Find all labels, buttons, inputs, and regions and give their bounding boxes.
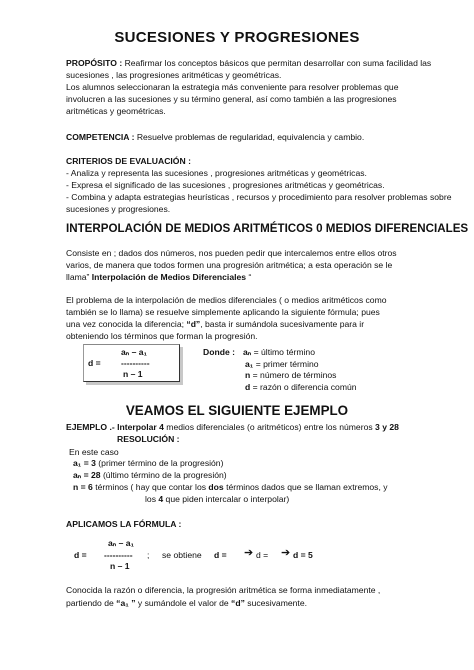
conclusion-text-e: sucesivamente. [244, 598, 307, 608]
conclusion-line-1: Conocida la razón o diferencia, la progresión aritmética se forma inmediatamente , [66, 585, 381, 595]
ejemplo-line [66, 421, 399, 433]
proposito-line-1 [66, 57, 431, 69]
p1-text-a: llama” [66, 272, 92, 282]
donde-row [245, 381, 357, 393]
donde-symbol: d [245, 382, 251, 392]
conclusion-d: “d” [231, 598, 245, 608]
proposito-text-1: Reafirmar los conceptos básicos que permitan desarrollar con suma facilidad las [122, 58, 432, 68]
formula-denominator: n – 1 [123, 369, 143, 379]
conclusion-a1: “a₁ ” [116, 598, 136, 608]
donde-symbol: aₙ [243, 347, 252, 357]
interpolacion-p1-line3 [66, 271, 251, 283]
competencia-text: Resuelve problemas de regularidad, equivalencia y cambio. [134, 132, 365, 142]
ejemplo-n-desc2-c: que piden intercalar o interpolar) [163, 494, 290, 504]
proposito-line-5: aritméticas y geométricas. [66, 106, 166, 116]
conclusion-text-c: y sumándole el valor de [135, 598, 232, 608]
aplicamos-fraction-bar: ---------- [104, 550, 133, 560]
aplicamos-numerator: aₙ – a₁ [108, 538, 135, 548]
conclusion-text-a: partiendo de [66, 598, 117, 608]
aplicamos-result: d = 5 [293, 550, 313, 560]
aplicamos-heading: APLICAMOS LA FÓRMULA : [66, 519, 182, 529]
aplicamos-lhs: d = [74, 550, 87, 560]
aplicamos-denominator: n – 1 [110, 561, 130, 571]
ejemplo-an: aₙ = 28 [73, 470, 101, 480]
donde-row [245, 369, 336, 381]
criterios-label: CRITERIOS DE EVALUACIÓN : [66, 156, 191, 166]
ejemplo-a1: a₁ = 3 [73, 458, 96, 468]
interpolacion-heading: INTERPOLACIÓN DE MEDIOS ARITMÉTICOS 0 MEDIOS DIFERENCIALES [66, 222, 469, 235]
proposito-label: PROPÓSITO : [66, 58, 123, 68]
interpolacion-p2-line1: El problema de la interpolación de medios diferenciales ( o medios aritméticos como [66, 295, 387, 305]
en-este-caso: En este caso [69, 447, 119, 457]
criterio-item: - Combina y adapta estrategias heurísticas , recursos y procedimiento para resolver problemas sobre [66, 192, 452, 202]
interpolacion-p2-line2: también se lo llama) se resuelve simplemente aplicando la siguiente fórmula; pues [66, 307, 380, 317]
ejemplo-n-desc-a: términos ( hay que contar los [92, 482, 209, 492]
p1-text-c: “ [246, 272, 252, 282]
interpolacion-p2-line3 [66, 318, 364, 330]
criterio-item: - Analiza y representa las sucesiones , progresiones aritméticas y geométricas. [66, 168, 367, 178]
interpolacion-p2-line4: obteniendo los términos que forman la progresión. [66, 331, 258, 341]
aplicamos-d1: d = [214, 550, 227, 560]
donde-desc: = último término [253, 347, 315, 357]
ejemplo-an-desc: (último término de la progresión) [100, 470, 227, 480]
ejemplo-heading: VEAMOS EL SIGUIENTE EJEMPLO [125, 403, 349, 418]
donde-desc: = número de términos [252, 370, 337, 380]
p2-bold-d: “d” [186, 319, 201, 329]
arrow-right-icon: ➔ [281, 547, 291, 559]
ejemplo-a1-line [73, 457, 223, 469]
formula-lhs: d = [88, 358, 101, 368]
conclusion-line-2 [66, 597, 307, 609]
p2-text-a: una vez conocida la diferencia; [66, 319, 187, 329]
proposito-line-3: Los alumnos seleccionaran la estrategia más conveniente para resolver problemas que [66, 82, 399, 92]
ejemplo-n-line-2 [145, 493, 289, 505]
formula-numerator: aₙ – a₁ [121, 347, 148, 357]
ejemplo-label: EJEMPLO .- [66, 422, 115, 432]
competencia-line [66, 131, 364, 143]
donde-desc: = primer término [255, 359, 319, 369]
ejemplo-n-desc2-a: los [145, 494, 159, 504]
ejemplo-bold: Interpolar 4 [117, 422, 164, 432]
ejemplo-a1-desc: (primer término de la progresión) [95, 458, 224, 468]
p2-text-c: , basta ir sumándola sucesivamente para ir [200, 319, 365, 329]
donde-label: Donde : [203, 347, 235, 357]
donde-symbol: a₁ [245, 359, 254, 369]
proposito-line-2: sucesiones , las progresiones aritméticas y geométricas. [66, 70, 282, 80]
ejemplo-n-desc-c: términos dados que se llaman extremos, y [223, 482, 388, 492]
interpolacion-p1-line1: Consiste en ; dados dos números, nos pueden pedir que intercalemos entre ellos otros [66, 248, 397, 258]
donde-desc: = razón o diferencia común [252, 382, 357, 392]
ejemplo-nums: 3 y 28 [375, 422, 399, 432]
donde-row [243, 346, 315, 358]
p1-bold-term: Interpolación de Medios Diferenciales [91, 272, 247, 282]
competencia-label: COMPETENCIA : [66, 132, 135, 142]
ejemplo-n-line [73, 481, 388, 493]
ejemplo-n: n = 6 [73, 482, 93, 492]
donde-symbol: n [245, 370, 251, 380]
ejemplo-an-line [73, 469, 227, 481]
aplicamos-semicolon: ; [147, 550, 150, 560]
aplicamos-d2: d = [256, 550, 269, 560]
aplicamos-se-obtiene: se obtiene [162, 550, 202, 560]
proposito-line-4: involucren a las sucesiones y su término general, así como también a las progresiones [66, 94, 397, 104]
interpolacion-p1-line2: varios, de manera que todos formen una progresión aritmética; a esta operación se le [66, 260, 393, 270]
resolucion-label: RESOLUCIÓN : [117, 434, 180, 444]
formula-fraction-bar: ---------- [121, 358, 150, 368]
ejemplo-n-desc-b: dos [208, 482, 224, 492]
arrow-right-icon: ➔ [244, 547, 254, 559]
page-title: SUCESIONES Y PROGRESIONES [114, 29, 360, 46]
criterio-item: sucesiones y progresiones. [66, 204, 171, 214]
criterio-item: - Expresa el significado de las sucesiones , progresiones aritméticas y geométricas. [66, 180, 385, 190]
ejemplo-n-desc2-b: 4 [158, 494, 164, 504]
ejemplo-mid: medios diferenciales (o aritméticos) entre los números [163, 422, 376, 432]
